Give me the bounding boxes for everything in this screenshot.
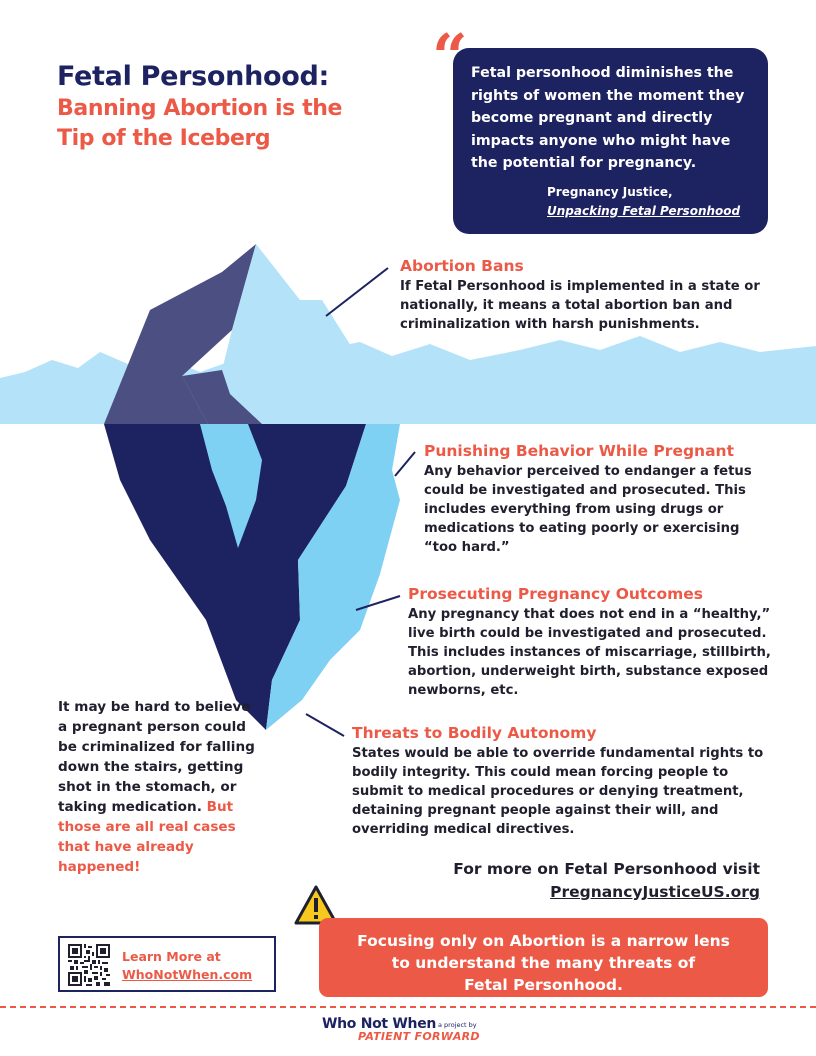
narrow-lens-banner — [319, 918, 768, 997]
side-note — [58, 697, 263, 877]
dashed-divider — [0, 1006, 816, 1008]
footer-brand: Who Not When — [322, 1016, 437, 1032]
footer-org: PATIENT FORWARD — [358, 1030, 480, 1043]
qr-code-icon[interactable] — [68, 944, 110, 986]
side-note-highlight: But those are all real cases that have already happened! — [58, 799, 236, 875]
side-note-text: It may be hard to believe a pregnant person could be criminalized for falling down the stairs, getting shot in the stomach, or taking medication. — [58, 699, 255, 815]
section-heading: Prosecuting Pregnancy Outcomes — [408, 585, 704, 603]
section-bodily-autonomy — [352, 723, 778, 839]
learn-more-box[interactable] — [58, 936, 276, 992]
learn-more-text — [122, 948, 252, 984]
section-heading: Threats to Bodily Autonomy — [352, 724, 597, 742]
quote-author: Pregnancy Justice, — [547, 184, 673, 199]
section-heading: Abortion Bans — [400, 257, 524, 275]
banner-line-1: Focusing only on Abortion is a narrow lens — [357, 932, 730, 950]
visit-text: For more on Fetal Personhood visit — [453, 860, 760, 878]
banner-line-2: to understand the many threats of — [391, 954, 696, 972]
visit-callout — [410, 858, 760, 904]
quote-text: Fetal personhood diminishes the rights of women the moment they become pregnant and directly impacts anyone who might have the potential for pregnancy. — [471, 65, 745, 171]
section-body: Any behavior perceived to endanger a fetus could be investigated and prosecuted. This includes everything from using drugs or medications to eating poorly or exercising “too hard.” — [424, 464, 752, 555]
pregnancy-justice-link[interactable]: PregnancyJusticeUS.org — [550, 883, 760, 901]
title-line-2: Banning Abortion is the — [57, 96, 342, 121]
title-line-3: Tip of the Iceberg — [57, 126, 271, 151]
section-prosecuting-outcomes — [408, 584, 780, 700]
section-body: Any pregnancy that does not end in a “healthy,” live birth could be investigated and prosecuted. This includes instances of miscarriage, stillbirth, abortion, underweight birth, substance exposed newborns, etc. — [408, 607, 771, 698]
section-heading: Punishing Behavior While Pregnant — [424, 442, 734, 460]
connector-line-punishing-behavior — [395, 452, 415, 476]
title-line-1: Fetal Personhood: — [57, 61, 330, 92]
footer-logo — [322, 1016, 522, 1046]
section-body: If Fetal Personhood is implemented in a state or nationally, it means a total abortion ban and criminalization with harsh punishments. — [400, 279, 760, 332]
learn-more-label: Learn More at — [122, 949, 221, 964]
section-abortion-bans — [400, 256, 780, 334]
banner-line-3: Fetal Personhood. — [464, 976, 623, 994]
who-not-when-link[interactable]: WhoNotWhen.com — [122, 967, 253, 982]
footer-by: a project by — [438, 1021, 477, 1029]
quote-mark-icon: “ — [432, 20, 468, 93]
section-body: States would be able to override fundamental rights to bodily integrity. This could mean forcing people to submit to medical procedures or denying treatment, detaining pregnant people against their will, and overriding medical directives. — [352, 746, 764, 837]
quote-source-link[interactable]: Unpacking Fetal Personhood — [547, 203, 741, 218]
connector-line-abortion-bans — [326, 268, 388, 316]
section-punishing-behavior — [424, 441, 770, 557]
connector-line-bodily-autonomy — [306, 714, 344, 736]
